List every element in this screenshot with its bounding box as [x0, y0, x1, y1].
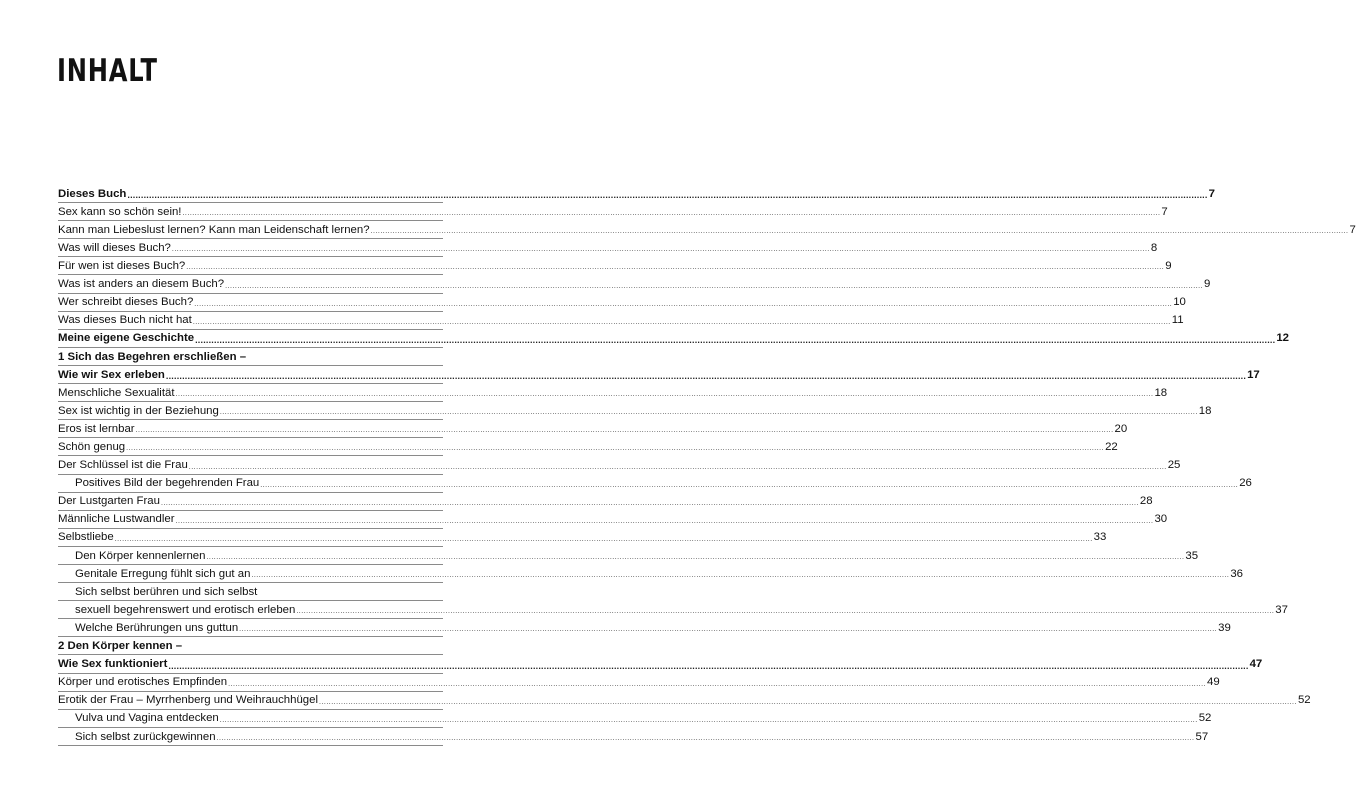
toc-leader-dots: ................................................................................................................................................................................................................................................................................................................................................................................................................ [188, 463, 1167, 471]
toc-entry [58, 456, 1181, 474]
toc-leader-dots: ................................................................................................................................................................................................................................................................................................................................................................................................................ [175, 517, 1154, 525]
toc-entry-page: 20 [1114, 422, 1128, 435]
toc-leader-dots: ................................................................................................................................................................................................................................................................................................................................................................................................................ [126, 445, 1105, 453]
toc-entry [58, 655, 1263, 673]
toc-entry-title: Wie Sex funktioniert [58, 658, 168, 671]
toc-entry-page: 17 [1247, 368, 1260, 381]
toc-entry [58, 185, 1215, 203]
toc-entry-title: Dieses Buch [58, 187, 127, 200]
toc-entry-title: 2 Den Körper kennen – [58, 640, 183, 653]
toc-leader-dots: ................................................................................................................................................................................................................................................................................................................................................................................................................ [195, 334, 1276, 345]
toc-leader-dots: ................................................................................................................................................................................................................................................................................................................................................................................................................ [194, 300, 1173, 308]
toc-entry-page: 49 [1207, 676, 1220, 689]
toc-entry [58, 637, 443, 655]
toc-entry [58, 511, 1168, 529]
toc-entry-page: 12 [1276, 332, 1289, 345]
toc-entry-page: 52 [1297, 694, 1311, 707]
toc-leader-dots: ................................................................................................................................................................................................................................................................................................................................................................................................................ [127, 190, 1208, 201]
toc-entry-page: 18 [1154, 386, 1168, 399]
toc-entry [58, 619, 1231, 637]
toc-entry [58, 366, 1260, 384]
toc-entry-page: 33 [1093, 531, 1107, 544]
toc-entry [58, 475, 1252, 493]
toc-leader-dots: ................................................................................................................................................................................................................................................................................................................................................................................................................ [260, 481, 1239, 489]
toc-entry-title: Eros ist lernbar [58, 422, 135, 435]
toc-entry-page: 57 [1195, 730, 1209, 743]
toc-leader-dots: ................................................................................................................................................................................................................................................................................................................................................................................................................ [160, 499, 1139, 507]
toc-leader-dots: ................................................................................................................................................................................................................................................................................................................................................................................................................ [186, 264, 1165, 272]
toc-entry [58, 384, 1168, 402]
toc-entry-title: Menschliche Sexualität [58, 386, 175, 399]
toc-entry-title: Sich selbst berühren und sich selbst [75, 585, 258, 598]
toc-entry [58, 583, 443, 601]
toc-entry-title: Für wen ist dieses Buch? [58, 260, 186, 273]
toc-entry-title: Welche Berührungen uns guttun [75, 621, 239, 634]
toc-entry [58, 493, 1153, 511]
toc-leader-dots: ................................................................................................................................................................................................................................................................................................................................................................................................................ [192, 318, 1171, 326]
toc-entry-title: Genitale Erregung fühlt sich gut an [75, 567, 251, 580]
toc-entry-title: Sex kann so schön sein! [58, 205, 182, 218]
toc-entry [58, 710, 1212, 728]
toc-entry-title: Der Lustgarten Frau [58, 495, 160, 508]
toc-entry [58, 402, 1212, 420]
toc-entry-page: 47 [1249, 658, 1263, 671]
toc-entry-title: Den Körper kennenlernen [75, 549, 206, 562]
toc-entry [58, 294, 1186, 312]
toc-entry-page: 39 [1218, 621, 1231, 634]
toc-entry-title: Vulva und Vagina entdecken [75, 712, 219, 725]
toc-leader-dots: ................................................................................................................................................................................................................................................................................................................................................................................................................ [225, 282, 1204, 290]
toc-entry-page: 28 [1139, 495, 1153, 508]
toc-leader-dots: ................................................................................................................................................................................................................................................................................................................................................................................................................ [239, 626, 1218, 634]
toc-leader-dots: ................................................................................................................................................................................................................................................................................................................................................................................................................ [135, 427, 1114, 435]
toc-entry [58, 692, 1311, 710]
toc-leader-dots: ................................................................................................................................................................................................................................................................................................................................................................................................................ [216, 734, 1195, 742]
toc-entry-title: Männliche Lustwandler [58, 513, 175, 526]
toc-entry-title: Was dieses Buch nicht hat [58, 314, 192, 327]
toc-entry [58, 674, 1220, 692]
toc-entry [58, 565, 1244, 583]
page-title: INHALT [57, 53, 158, 89]
toc-leader-dots: ................................................................................................................................................................................................................................................................................................................................................................................................................ [296, 608, 1275, 616]
toc-entry-page: 7 [1161, 205, 1168, 218]
toc-entry-page: 37 [1275, 603, 1288, 616]
toc-entry-title: Der Schlüssel ist die Frau [58, 459, 188, 472]
toc-entry-page: 25 [1167, 459, 1181, 472]
toc-entry-page: 22 [1105, 441, 1118, 453]
toc-entry-page: 30 [1154, 513, 1168, 526]
toc-entry [58, 348, 443, 366]
toc-entry-page: 18 [1198, 404, 1212, 417]
toc-entry [58, 203, 1168, 221]
toc-entry-page: 9 [1204, 278, 1211, 291]
toc-leader-dots: ................................................................................................................................................................................................................................................................................................................................................................................................................ [219, 716, 1198, 724]
toc-entry [58, 275, 1211, 293]
toc-entry [58, 529, 1107, 547]
toc-entry-page: 8 [1150, 241, 1158, 254]
toc-entry [58, 330, 1289, 348]
toc-leader-dots: ................................................................................................................................................................................................................................................................................................................................................................................................................ [168, 660, 1249, 671]
toc-entry-title: Meine eigene Geschichte [58, 332, 195, 345]
toc-entry [58, 221, 1356, 239]
toc-leader-dots: ................................................................................................................................................................................................................................................................................................................................................................................................................ [370, 228, 1349, 236]
toc-entry-title: Wie wir Sex erleben [58, 368, 165, 381]
toc-entry-title: Erotik der Frau – Myrrhenberg und Weihrauchhügel [58, 694, 319, 707]
toc-entry-page: 52 [1198, 712, 1212, 725]
toc-entry [58, 420, 1128, 438]
table-of-contents [58, 185, 1356, 746]
toc-entry [58, 257, 1172, 275]
toc-leader-dots: ................................................................................................................................................................................................................................................................................................................................................................................................................ [165, 371, 1247, 382]
toc-entry-title: Körper und erotisches Empfinden [58, 676, 228, 689]
toc-entry [58, 312, 1184, 330]
toc-entry-title: Positives Bild der begehrenden Frau [75, 477, 260, 490]
toc-leader-dots: ................................................................................................................................................................................................................................................................................................................................................................................................................ [219, 409, 1198, 417]
toc-leader-dots: ................................................................................................................................................................................................................................................................................................................................................................................................................ [114, 535, 1093, 543]
toc-entry-page: 35 [1185, 549, 1199, 562]
toc-entry-page: 11 [1171, 314, 1184, 327]
toc-entry-page: 7 [1208, 187, 1215, 200]
toc-entry [58, 438, 1118, 456]
toc-leader-dots: ................................................................................................................................................................................................................................................................................................................................................................................................................ [206, 553, 1185, 561]
toc-entry-title: Kann man Liebeslust lernen? Kann man Leidenschaft lernen? [58, 223, 370, 236]
toc-entry-page: 26 [1239, 477, 1252, 490]
toc-entry-title: Was ist anders an diesem Buch? [58, 278, 225, 291]
toc-entry-title: sexuell begehrenswert und erotisch erleben [75, 603, 296, 616]
toc-leader-dots: ................................................................................................................................................................................................................................................................................................................................................................................................................ [251, 572, 1230, 580]
toc-entry [58, 547, 1199, 565]
toc-entry-page: 9 [1165, 260, 1172, 273]
toc-leader-dots: ................................................................................................................................................................................................................................................................................................................................................................................................................ [182, 210, 1161, 218]
toc-entry-title: Schön genug [58, 441, 126, 453]
toc-entry [58, 728, 1209, 746]
toc-entry-title: Selbstliebe [58, 531, 114, 544]
toc-entry-page: 10 [1173, 296, 1186, 309]
toc-entry-page: 7 [1349, 223, 1356, 236]
toc-entry-title: Wer schreibt dieses Buch? [58, 296, 194, 309]
toc-entry-title: 1 Sich das Begehren erschließen – [58, 350, 247, 363]
toc-entry-page: 36 [1230, 567, 1244, 580]
toc-entry [58, 601, 1288, 619]
toc-leader-dots: ................................................................................................................................................................................................................................................................................................................................................................................................................ [171, 246, 1150, 254]
toc-entry-title: Sich selbst zurückgewinnen [75, 730, 216, 743]
toc-leader-dots: ................................................................................................................................................................................................................................................................................................................................................................................................................ [228, 680, 1206, 688]
toc-leader-dots: ................................................................................................................................................................................................................................................................................................................................................................................................................ [175, 391, 1154, 399]
toc-leader-dots: ................................................................................................................................................................................................................................................................................................................................................................................................................ [319, 698, 1297, 706]
toc-entry-title: Sex ist wichtig in der Beziehung [58, 404, 219, 417]
toc-entry-title: Was will dieses Buch? [58, 241, 171, 254]
toc-entry [58, 239, 1158, 257]
